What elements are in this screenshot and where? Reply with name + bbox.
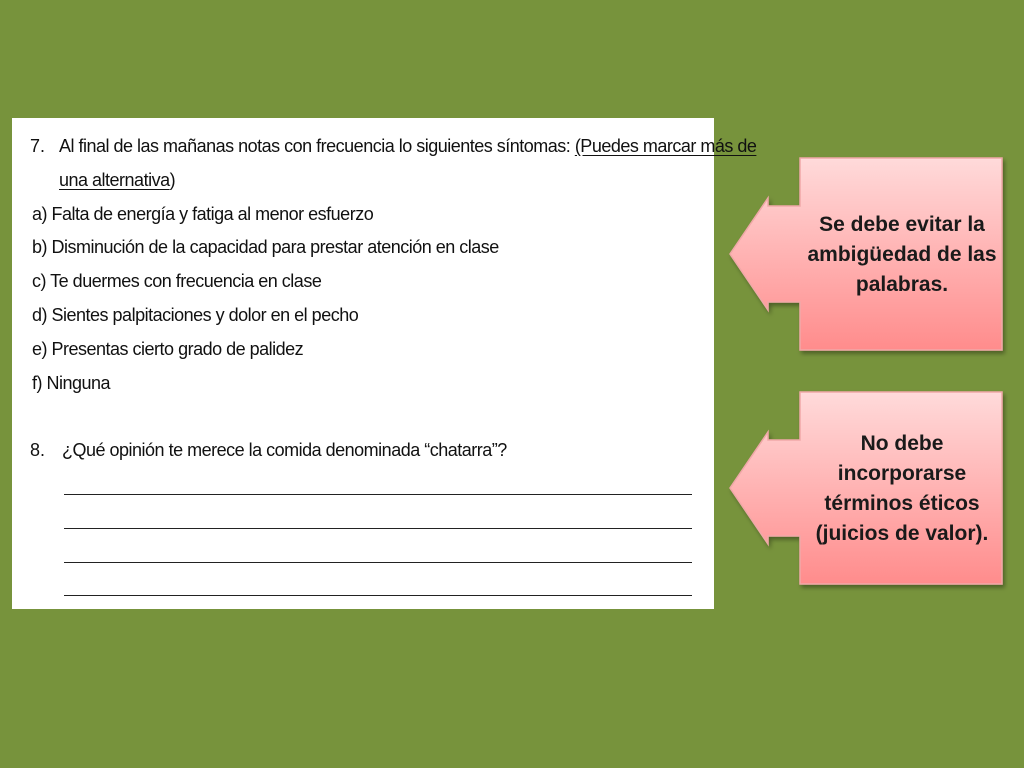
question-8-text: ¿Qué opinión te merece la comida denominada “chatarra”? [62, 440, 507, 460]
question-7-line-1 [59, 136, 756, 157]
option-e: e) Presentas cierto grado de palidez [32, 339, 304, 359]
question-7-text: Al final de las mañanas notas con frecuencia lo siguientes síntomas: [59, 136, 575, 156]
answer-line-4 [64, 595, 692, 596]
question-7-number: 7. [30, 136, 46, 156]
question-7-hint-close: ) [169, 170, 176, 190]
answer-line-2 [64, 528, 692, 529]
option-c: c) Te duermes con frecuencia en clase [32, 271, 322, 291]
callout-ambiguity [728, 156, 1004, 354]
question-8-number: 8. [30, 440, 46, 460]
option-a: a) Falta de energía y fatiga al menor esfuerzo [32, 204, 374, 224]
questionnaire-document [12, 118, 757, 609]
option-d: d) Sientes palpitaciones y dolor en el pecho [32, 305, 359, 325]
answer-line-1 [64, 494, 692, 495]
question-7-line-2 [59, 170, 175, 191]
option-b: b) Disminución de la capacidad para prestar atención en clase [32, 237, 499, 257]
option-f: f) Ninguna [32, 373, 111, 393]
callout-ambiguity-text: Se debe evitar la ambigüedad de las palabras. [807, 213, 997, 296]
question-7-hint-part1: (Puedes marcar más de [574, 136, 757, 156]
callout-ethics [728, 390, 1004, 588]
answer-line-3 [64, 562, 692, 563]
question-7-hint-part2: una alternativa [59, 170, 170, 190]
callout-ethics-text: No debe incorporarse términos éticos (juicios de valor). [815, 432, 989, 545]
